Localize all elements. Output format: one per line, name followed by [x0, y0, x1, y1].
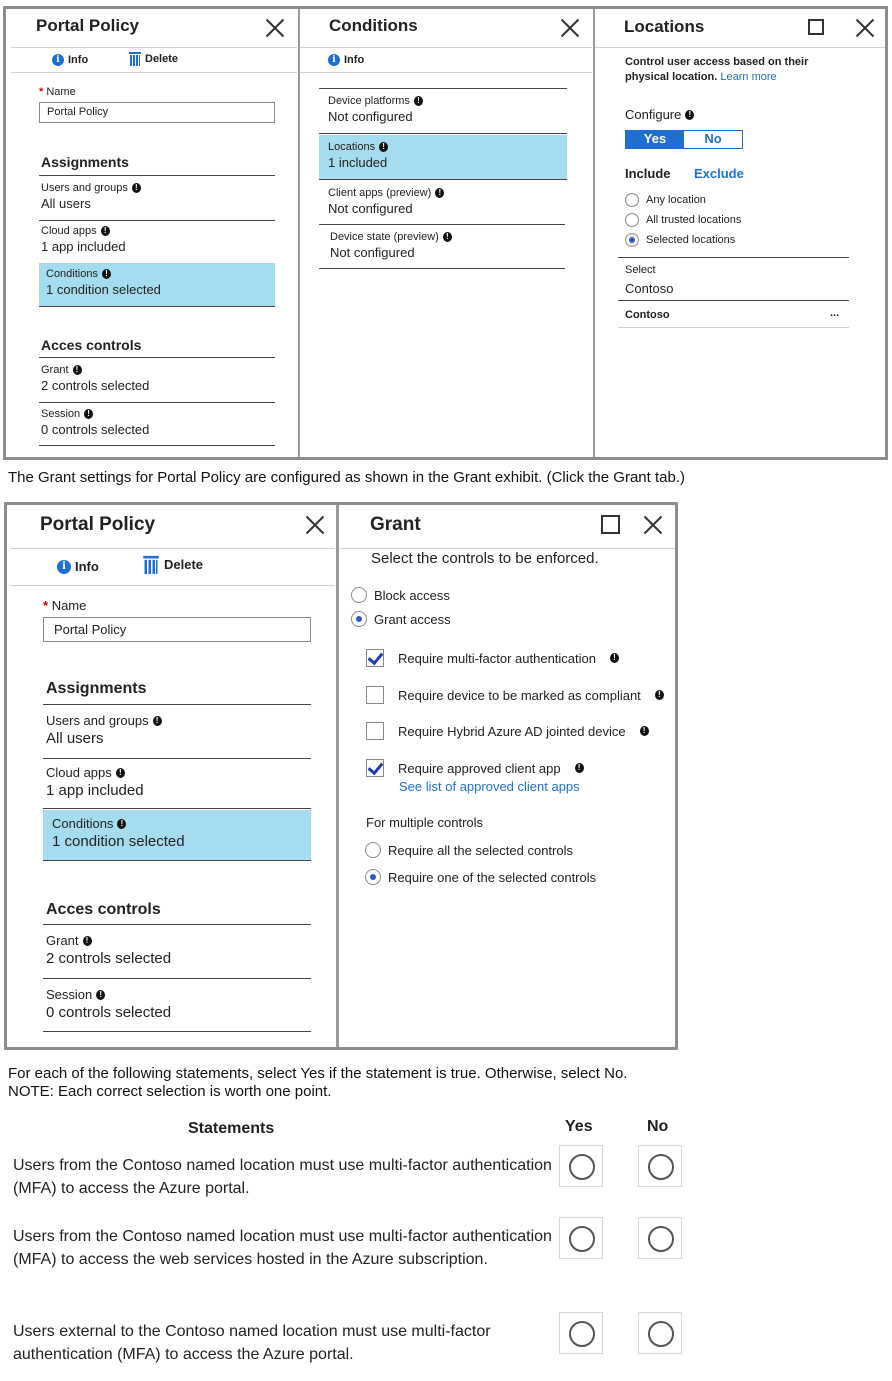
divider [300, 47, 592, 48]
info-icon: ! [116, 768, 125, 778]
checkbox-label: Require Hybrid Azure AD jointed device [398, 723, 626, 739]
checkbox-label: Require device to be marked as compliant [398, 687, 641, 703]
yes-header: Yes [565, 1118, 593, 1135]
statement-1: Users from the Contoso named location must use multi-factor authentication (MFA) to access the Azure portal. [13, 1157, 552, 1197]
approved-apps-link[interactable]: See list of approved client apps [399, 779, 580, 794]
divider [43, 704, 311, 705]
statements-header: Statements [188, 1120, 275, 1137]
hybrid-device-checkbox[interactable] [366, 722, 649, 740]
locations-description: Control user access based on their physical location. Learn more [625, 56, 809, 83]
locations-item[interactable] [319, 135, 567, 180]
checkbox-checked-icon [366, 759, 384, 777]
radio-icon [625, 193, 639, 207]
info-icon: ! [575, 763, 584, 773]
grant-title: Grant [370, 514, 421, 535]
trash-icon [143, 555, 159, 573]
trash-icon [129, 52, 141, 66]
multiple-controls-label: For multiple controls [366, 815, 484, 830]
conditions-value: 1 condition selected [46, 282, 161, 297]
radio-label: Block access [374, 587, 450, 603]
require-all-radio[interactable] [365, 842, 573, 858]
device-platforms-value: Not configured [328, 109, 413, 124]
info-button[interactable] [57, 559, 99, 574]
radio-selected-icon [365, 869, 381, 885]
configure-label: Configure ! [625, 107, 694, 122]
statement-3: Users external to the Contoso named location must use multi-factor authentication (MFA) to access the Azure portal. [13, 1323, 491, 1363]
session-item[interactable] [43, 983, 311, 1032]
info-icon: ! [153, 716, 162, 726]
compliant-device-checkbox[interactable] [366, 686, 664, 704]
block-access-radio[interactable] [351, 587, 450, 603]
yes-option[interactable]: Yes [626, 131, 684, 148]
any-location-radio[interactable] [625, 193, 706, 207]
info-label: Info [68, 54, 89, 66]
divider [39, 175, 275, 176]
selected-locations-radio[interactable] [625, 233, 735, 247]
users-value: All users [46, 730, 104, 747]
select-value[interactable]: Contoso [625, 281, 674, 296]
radio-selected-icon [351, 611, 367, 627]
radio-label: Require one of the selected controls [388, 869, 597, 885]
portal-policy-title: Portal Policy [36, 16, 139, 35]
info-icon: ! [102, 269, 111, 279]
divider [300, 72, 592, 73]
info-icon: ! [132, 183, 141, 193]
cloud-apps-label: Cloud apps [46, 765, 112, 780]
checkbox-checked-icon [366, 649, 384, 667]
checkbox-label: Require multi-factor authentication [398, 650, 596, 666]
conditions-item[interactable] [43, 810, 311, 861]
divider [618, 257, 849, 258]
info-icon: ! [414, 96, 423, 106]
delete-button[interactable] [145, 557, 203, 572]
instructions-line-1: For each of the following statements, select Yes if the statement is true. Otherwise, select No. [8, 1065, 628, 1082]
locations-title: Locations [624, 17, 705, 36]
all-trusted-locations-radio[interactable] [625, 213, 741, 227]
info-icon: ! [443, 232, 452, 242]
statement-1-no-radio[interactable] [638, 1145, 682, 1187]
users-value: All users [41, 196, 91, 211]
pane-divider [593, 9, 595, 457]
divider [340, 548, 675, 549]
locations-label: Locations [328, 141, 376, 153]
divider [618, 300, 849, 301]
divider [10, 548, 335, 549]
radio-icon [625, 213, 639, 227]
radio-label: All trusted locations [646, 214, 742, 226]
info-icon: ! [379, 142, 388, 152]
close-icon[interactable] [643, 515, 663, 535]
maximize-icon[interactable] [808, 19, 824, 35]
approved-client-app-checkbox[interactable] [366, 759, 584, 777]
conditions-title: Conditions [329, 16, 418, 35]
device-platforms-item[interactable] [319, 89, 567, 134]
configure-toggle[interactable] [625, 130, 743, 149]
statement-1-yes-radio[interactable] [559, 1145, 603, 1187]
info-button[interactable] [52, 54, 88, 66]
grant-label: Grant [41, 364, 69, 376]
no-option[interactable]: No [684, 131, 742, 148]
close-icon[interactable] [560, 18, 580, 38]
select-label: Select [625, 264, 656, 276]
learn-more-link[interactable]: Learn more [720, 71, 777, 83]
client-apps-item[interactable] [319, 181, 565, 225]
grant-exhibit-caption: The Grant settings for Portal Policy are configured as shown in the Grant exhibit. (Click the Grant tab.) [8, 469, 685, 486]
info-label: Info [344, 54, 365, 66]
conditions-item[interactable] [39, 263, 275, 307]
device-platforms-label: Device platforms [328, 95, 410, 107]
radio-label: Grant access [374, 611, 451, 627]
statement-3-no-radio[interactable] [638, 1312, 682, 1354]
close-icon[interactable] [855, 18, 875, 38]
checkbox-label: Require approved client app [398, 760, 561, 776]
divider [10, 585, 335, 586]
delete-button[interactable] [129, 52, 178, 66]
conditions-value: 1 condition selected [52, 833, 185, 850]
divider [43, 924, 311, 925]
cloud-apps-item[interactable] [43, 761, 311, 809]
radio-label: Any location [646, 194, 706, 206]
cloud-apps-label: Cloud apps [41, 225, 97, 237]
checkbox-icon [366, 686, 384, 704]
session-item[interactable] [39, 405, 275, 446]
radio-label: Require all the selected controls [388, 842, 573, 858]
device-state-label: Device state (preview) [330, 231, 439, 243]
info-icon: ! [435, 188, 444, 198]
statement-2-yes-radio[interactable] [559, 1217, 603, 1259]
users-label: Users and groups [41, 182, 128, 194]
acces-controls-heading: Acces controls [46, 901, 161, 918]
info-icon: i [328, 54, 340, 66]
client-apps-label: Client apps (preview) [328, 187, 432, 199]
grant-value: 2 controls selected [41, 378, 150, 393]
name-input[interactable]: Portal Policy [39, 102, 275, 123]
pane-divider [336, 505, 339, 1047]
info-icon: i [52, 54, 64, 66]
acces-controls-heading: Acces controls [41, 337, 142, 353]
name-input[interactable]: Portal Policy [43, 617, 311, 642]
require-one-radio[interactable] [365, 869, 596, 885]
cloud-apps-item[interactable] [39, 222, 275, 264]
divider [11, 72, 297, 73]
info-icon: i [57, 560, 71, 574]
statement-2-no-radio[interactable] [638, 1217, 682, 1259]
statement-2: Users from the Contoso named location must use multi-factor authentication (MFA) to access the web services hosted in the Azure subscription. [13, 1228, 552, 1268]
include-tab[interactable]: Include [625, 166, 671, 181]
grant-item[interactable] [39, 361, 275, 403]
instructions-line-2: NOTE: Each correct selection is worth one point. [8, 1083, 332, 1100]
session-label: Session [41, 408, 81, 420]
device-state-value: Not configured [330, 245, 415, 260]
grant-label: Grant [46, 933, 79, 948]
session-value: 0 controls selected [46, 1004, 172, 1021]
assignments-heading: Assignments [46, 680, 147, 697]
info-icon: ! [640, 726, 649, 736]
no-header: No [647, 1118, 669, 1135]
exclude-tab[interactable]: Exclude [694, 166, 744, 181]
contoso-row-name: Contoso [625, 309, 670, 321]
grant-access-radio[interactable] [351, 611, 451, 627]
grant-subtitle: Select the controls to be enforced. [371, 550, 599, 567]
exhibit-2-panel [4, 502, 678, 1050]
name-label: * Name [43, 598, 87, 613]
more-options-button[interactable]: ... [830, 307, 840, 319]
checkbox-icon [366, 722, 384, 740]
cloud-apps-value: 1 app included [46, 782, 144, 799]
users-label: Users and groups [46, 713, 149, 728]
pane-divider [298, 9, 300, 457]
radio-icon [351, 587, 367, 603]
users-and-groups-item[interactable] [39, 179, 275, 221]
info-icon: ! [84, 409, 93, 419]
info-icon: ! [96, 990, 105, 1000]
info-icon: ! [117, 819, 126, 829]
delete-label: Delete [164, 557, 204, 572]
delete-label: Delete [145, 53, 179, 65]
statement-3-yes-radio[interactable] [559, 1312, 603, 1354]
session-value: 0 controls selected [41, 422, 150, 437]
radio-label: Selected locations [646, 234, 736, 246]
conditions-label: Conditions [46, 268, 98, 280]
divider [618, 327, 849, 328]
instructions [8, 1065, 627, 1101]
info-icon: ! [83, 936, 92, 946]
locations-value: 1 included [328, 155, 388, 170]
info-label: Info [75, 559, 99, 574]
info-icon: ! [655, 690, 664, 700]
users-and-groups-item[interactable] [43, 709, 311, 759]
cloud-apps-value: 1 app included [41, 239, 126, 254]
maximize-icon[interactable] [601, 515, 620, 534]
exhibit-1-panel [3, 6, 888, 460]
close-icon[interactable] [305, 515, 325, 535]
device-state-item[interactable] [319, 225, 565, 269]
conditions-label: Conditions [52, 816, 114, 831]
info-icon: ! [73, 365, 82, 375]
assignments-heading: Assignments [41, 154, 129, 170]
name-label: * Name [39, 86, 76, 98]
grant-item[interactable] [43, 929, 311, 979]
portal-policy-title: Portal Policy [40, 514, 156, 535]
info-icon: ! [685, 110, 694, 120]
radio-selected-icon [625, 233, 639, 247]
grant-value: 2 controls selected [46, 950, 172, 967]
client-apps-value: Not configured [328, 201, 413, 216]
divider [39, 357, 275, 358]
close-icon[interactable] [265, 18, 285, 38]
info-icon: ! [610, 653, 619, 663]
radio-icon [365, 842, 381, 858]
mfa-checkbox[interactable] [366, 649, 619, 667]
session-label: Session [46, 987, 93, 1002]
info-icon: ! [101, 226, 110, 236]
divider [11, 47, 297, 48]
info-button[interactable] [328, 54, 364, 66]
divider [595, 47, 885, 48]
